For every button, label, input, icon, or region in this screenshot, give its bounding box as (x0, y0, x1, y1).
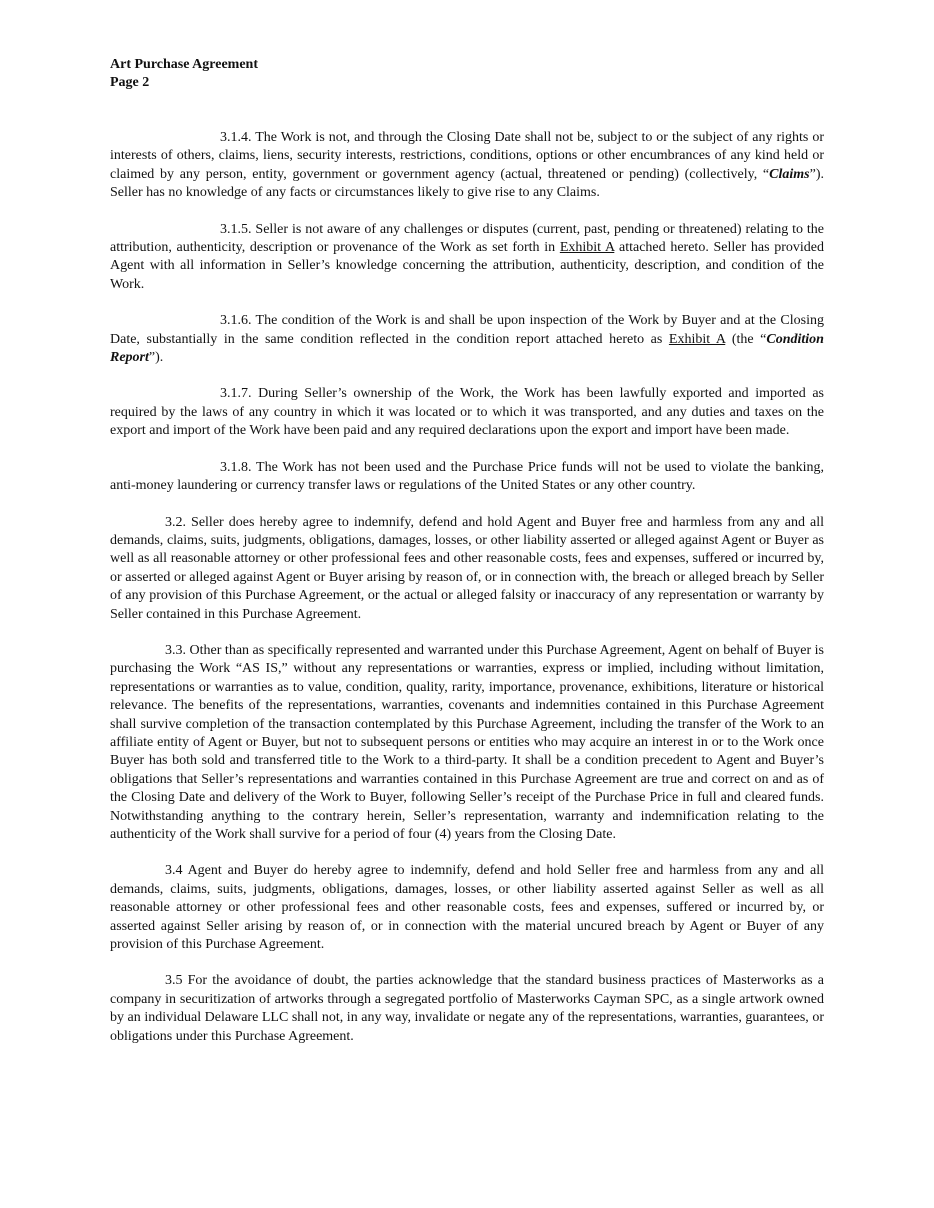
section-text: 3.1.4. The Work is not, and through the Closing Date shall not be, subject to or the subject of any rights or interests of others, claims, liens, security interests, restrictions, conditions, options or other encumbrances of any kind held or claimed by any person, entity, government or government agency (actual, threatened or pending) (collectively, “ (110, 130, 824, 182)
section-text: (the “ (725, 331, 767, 347)
section-3-1-8: 3.1.8. The Work has not been used and the Purchase Price funds will not be used to violate the banking, anti-money laundering or currency transfer laws or regulations of the United States or any other country. (110, 459, 824, 494)
defined-term-condition-report: Condition Report (110, 331, 824, 366)
page-number: Page 2 (110, 75, 150, 90)
page-header (110, 56, 258, 92)
document-title: Art Purchase Agreement (110, 57, 258, 72)
exhibit-a-reference: Exhibit A (559, 240, 615, 256)
section-3-5: 3.5 For the avoidance of doubt, the parties acknowledge that the standard business practices of Masterworks as a company in securitization of artworks through a segregated portfolio of Masterworks Cayman SPC, as a single artwork owned by an individual Delaware LLC shall not, in any way, invalidate or negate any of the representations, warranties, guarantees, or obligations under this Purchase Agreement. (110, 973, 824, 1044)
document-body (110, 129, 824, 1064)
section-3-1-4 (110, 129, 824, 203)
section-3-1-6 (110, 312, 824, 367)
section-text: ”). Seller has no knowledge of any facts or circumstances likely to give rise to any Claims. (110, 166, 824, 201)
section-text: attached hereto. Seller has provided Agent with all information in Seller’s knowledge concerning the attribution, authenticity, description, and condition of the Work. (110, 240, 824, 292)
defined-term-claims: Claims (769, 166, 810, 182)
section-3-3: 3.3. Other than as specifically represented and warranted under this Purchase Agreement, Agent on behalf of Buyer is purchasing the Work “AS IS,” without any representations or warranties, express or implied, including without limitation, representations or warranties as to value, condition, quality, rarity, importance, provenance, exhibitions, literature or historical relevance. The benefits of the representations, warranties, covenants and indemnities contained in this Purchase Agreement shall survive completion of the transaction contemplated by this Purchase Agreement, including the transfer of the Work to an affiliate entity of Agent or Buyer, but not to subsequent persons or entities who may acquire an interest in or to the Work once Buyer has both sold and transferred title to the Work to a third-party. It shall be a condition precedent to Agent and Buyer’s obligations that Seller’s representations and warranties contained in this Purchase Agreement are true and correct on and as of the Closing Date and delivery of the Work to Buyer, following Seller’s receipt of the Purchase Price in full and cleared funds. Notwithstanding anything to the contrary herein, Seller’s representation, warranty and indemnification relating to the authenticity of the Work shall survive for a period of four (4) years from the Closing Date. (110, 642, 824, 842)
section-text: 3.1.5. Seller is not aware of any challenges or disputes (current, past, pending or threatened) relating to the attribution, authenticity, description or provenance of the Work as set forth in (110, 221, 824, 256)
section-3-1-5 (110, 221, 824, 295)
section-text: ”). (148, 350, 164, 366)
exhibit-a-reference: Exhibit A (668, 331, 726, 347)
section-3-1-7: 3.1.7. During Seller’s ownership of the Work, the Work has been lawfully exported and imported as required by the laws of any country in which it was located or to which it was transported, and any duties and taxes on the export and import of the Work have been paid and any required declarations upon the export and import have been made. (110, 386, 824, 439)
section-text: 3.1.6. The condition of the Work is and shall be upon inspection of the Work by Buyer and at the Closing Date, substantially in the same condition reflected in the condition report attached hereto as (110, 313, 824, 347)
section-3-2: 3.2. Seller does hereby agree to indemnify, defend and hold Agent and Buyer free and harmless from any and all demands, claims, suits, judgments, obligations, damages, losses, or other liability asserted or alleged against Agent or Buyer as well as all reasonable attorney or other professional fees and other reasonable costs, fees and expenses, suffered or incurred by, or asserted or alleged against Agent or Buyer arising by reason of, or in connection with, the breach or alleged breach by Seller of any provision of this Purchase Agreement, or the actual or alleged falsity or inaccuracy of any representation or warranty by Seller contained in this Purchase Agreement. (110, 514, 824, 622)
section-3-4: 3.4 Agent and Buyer do hereby agree to indemnify, defend and hold Seller free and harmless from any and all demands, claims, suits, judgments, obligations, damages, losses, or other liability asserted against Seller as well as all reasonable attorney or other professional fees and other reasonable costs, fees and expenses, suffered or incurred by, or asserted against Seller arising by reason of, or in connection with the material uncured breach by Agent or Buyer of any provision of this Purchase Agreement. (110, 863, 824, 953)
